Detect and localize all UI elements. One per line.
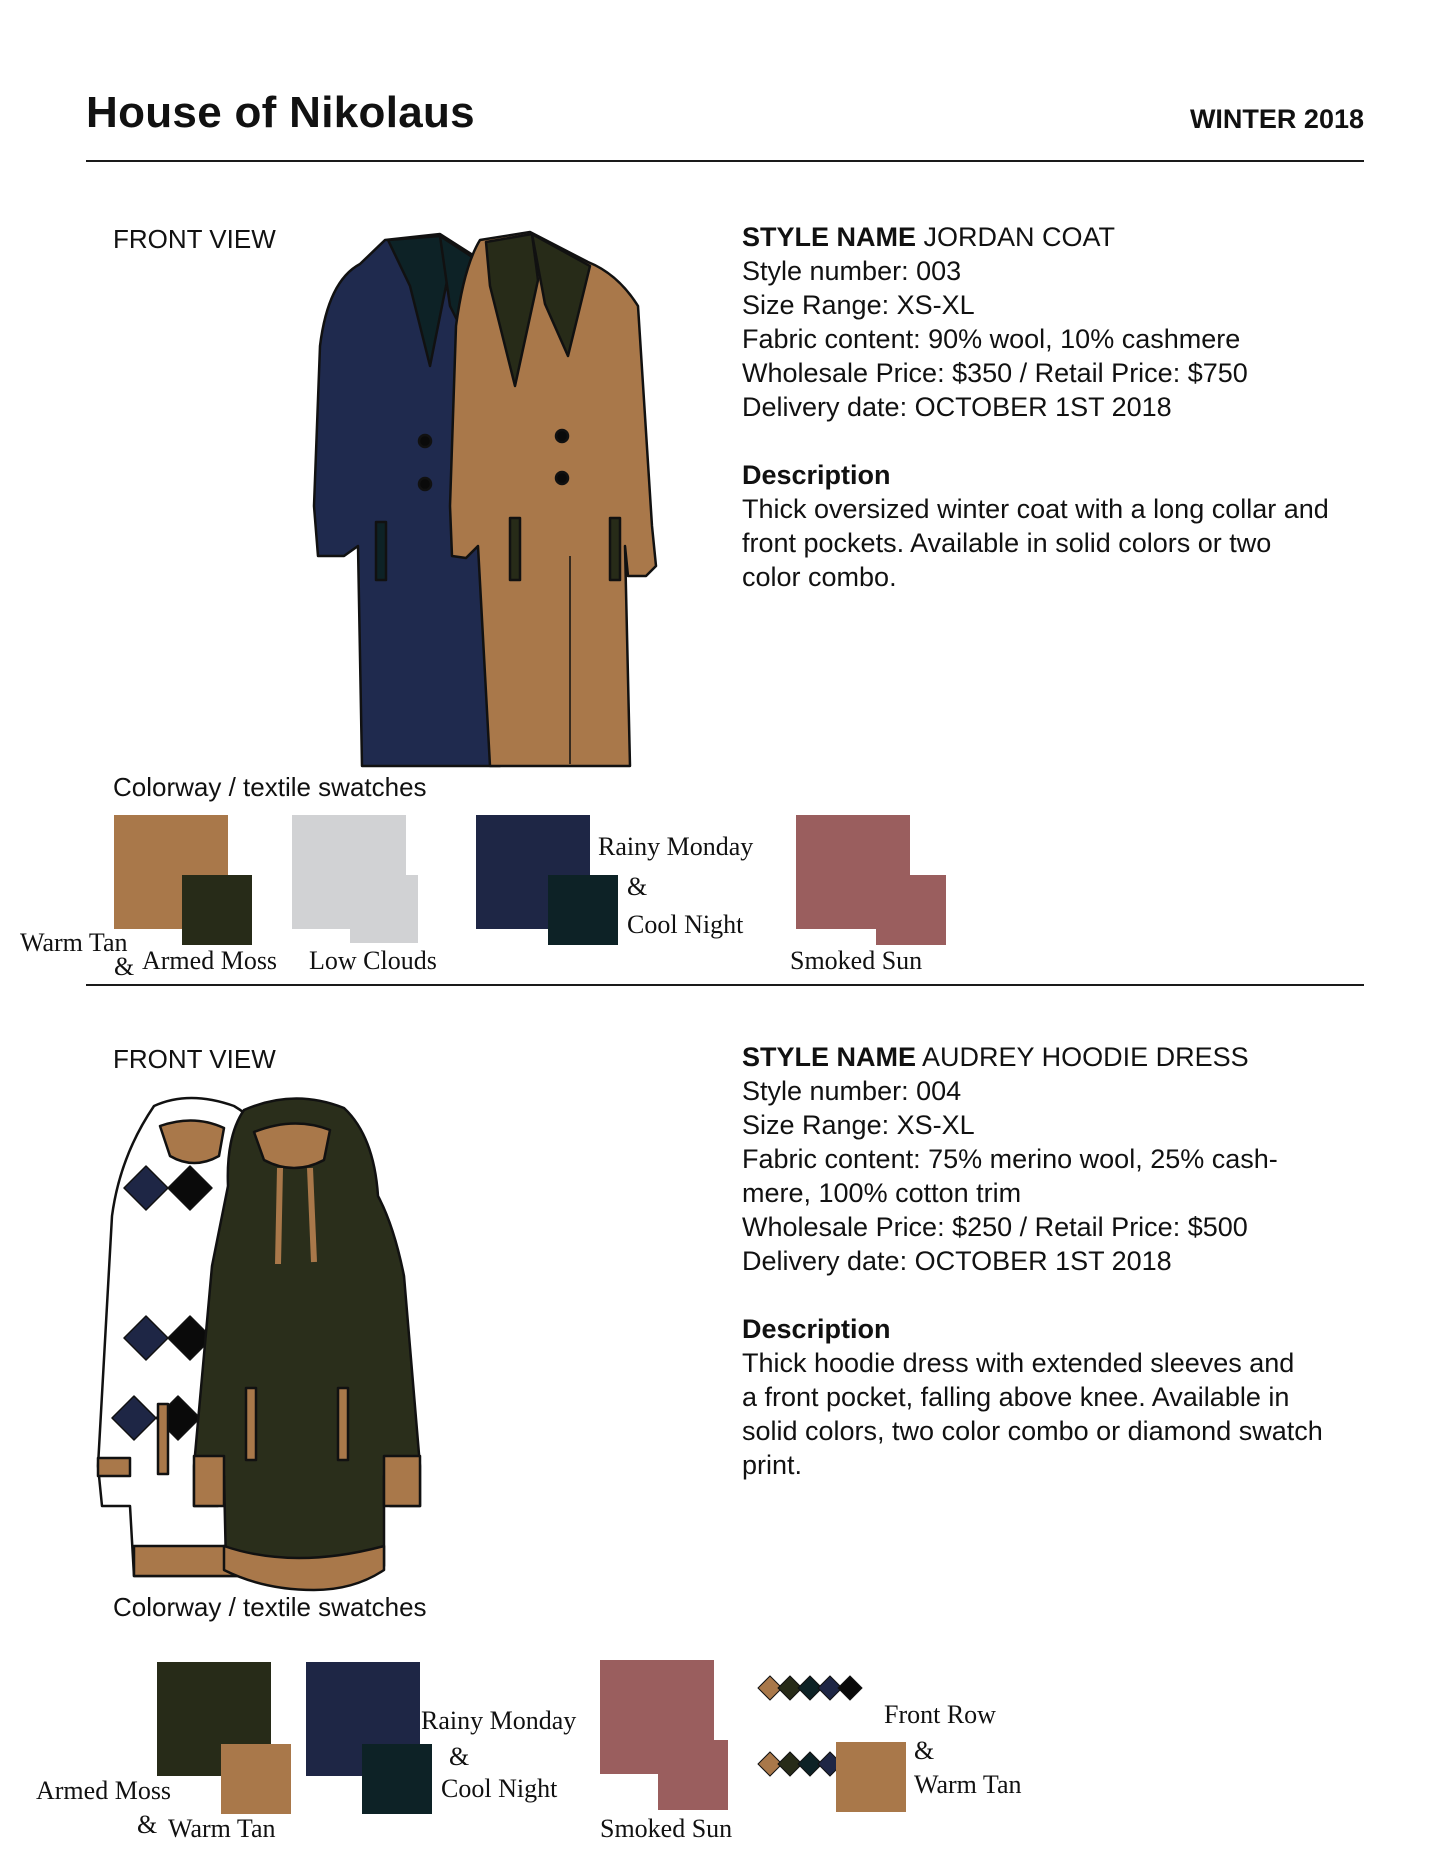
swatch-heading: Colorway / textile swatches	[113, 1592, 427, 1622]
delivery-date: Delivery date: OCTOBER 1ST 2018	[742, 392, 1172, 422]
swatch-label-warm-tan: Warm Tan	[20, 928, 128, 957]
swatch-label-smoked-sun: Smoked Sun	[790, 946, 923, 975]
swatch-label-low-clouds: Low Clouds	[309, 946, 437, 975]
moss-hoodie-drawing	[194, 1098, 420, 1590]
swatch-label-warm-tan: Warm Tan	[168, 1814, 276, 1843]
swatch-warm-tan	[221, 1744, 291, 1814]
style-name-label: STYLE NAME	[742, 222, 917, 252]
description-title: Description	[742, 460, 891, 490]
swatch-low-clouds-2	[350, 875, 418, 943]
fabric-content: Fabric content: 90% wool, 10% cashmere	[742, 324, 1241, 354]
swatch-label-armed-moss: Armed Moss	[36, 1776, 172, 1805]
swatch-label-front-row: Front Row	[884, 1700, 996, 1729]
description-line: a front pocket, falling above knee. Available in	[742, 1382, 1290, 1412]
swatch-label-amp: &	[449, 1742, 470, 1771]
price: Wholesale Price: $350 / Retail Price: $750	[742, 358, 1248, 388]
size-range: Size Range: XS-XL	[742, 1110, 975, 1140]
size-range: Size Range: XS-XL	[742, 290, 975, 320]
swatch-label-rainy-monday: Rainy Monday	[598, 832, 754, 861]
front-view-label: FRONT VIEW	[113, 224, 276, 254]
style-spec-block-1	[742, 220, 1329, 594]
jordan-coat-illustration	[300, 226, 700, 774]
swatch-label-amp: &	[914, 1736, 935, 1765]
section-divider	[86, 984, 1364, 986]
swatch-label-amp: &	[114, 952, 135, 981]
swatch-label-smoked-sun: Smoked Sun	[600, 1814, 733, 1843]
swatch-label-amp: &	[137, 1810, 158, 1839]
fabric-content: Fabric content: 75% merino wool, 25% cash-	[742, 1144, 1278, 1174]
swatch-label-cool-night: Cool Night	[441, 1774, 558, 1803]
header-divider	[86, 160, 1364, 162]
style-name: JORDAN COAT	[923, 222, 1116, 252]
front-view-label: FRONT VIEW	[113, 1044, 276, 1074]
description-line: front pockets. Available in solid colors or two	[742, 528, 1272, 558]
description-line: print.	[742, 1450, 803, 1480]
swatch-cool-night	[548, 875, 618, 945]
audrey-hoodie-illustration	[94, 1096, 474, 1596]
season-label: WINTER 2018	[1189, 104, 1364, 134]
brand-title: House of Nikolaus	[86, 88, 475, 137]
style-name-label: STYLE NAME	[742, 1042, 917, 1072]
swatch-label-amp: &	[627, 872, 648, 901]
description-line: Thick oversized winter coat with a long collar and	[742, 494, 1329, 524]
swatch-label-rainy-monday: Rainy Monday	[421, 1706, 577, 1735]
swatch-label-warm-tan: Warm Tan	[914, 1770, 1022, 1799]
swatch-cool-night	[362, 1744, 432, 1814]
description-title: Description	[742, 1314, 891, 1344]
swatch-heading: Colorway / textile swatches	[113, 772, 427, 802]
swatch-warm-tan-2	[836, 1742, 906, 1812]
delivery-date: Delivery date: OCTOBER 1ST 2018	[742, 1246, 1172, 1276]
style-number: Style number: 004	[742, 1076, 962, 1106]
swatch-smoked-sun-2	[658, 1740, 728, 1810]
description-line: color combo.	[742, 562, 897, 592]
fabric-content: mere, 100% cotton trim	[742, 1178, 1022, 1208]
swatch-smoked-sun-2	[876, 875, 946, 945]
style-name: AUDREY HOODIE DRESS	[922, 1042, 1249, 1072]
price: Wholesale Price: $250 / Retail Price: $500	[742, 1212, 1248, 1242]
swatch-label-cool-night: Cool Night	[627, 910, 744, 939]
style-number: Style number: 003	[742, 256, 962, 286]
swatch-label-armed-moss: Armed Moss	[142, 946, 278, 975]
description-line: Thick hoodie dress with extended sleeves and	[742, 1348, 1295, 1378]
description-line: solid colors, two color combo or diamond swatch	[742, 1416, 1323, 1446]
swatch-armed-moss	[182, 875, 252, 945]
style-spec-block-2	[742, 1040, 1323, 1482]
